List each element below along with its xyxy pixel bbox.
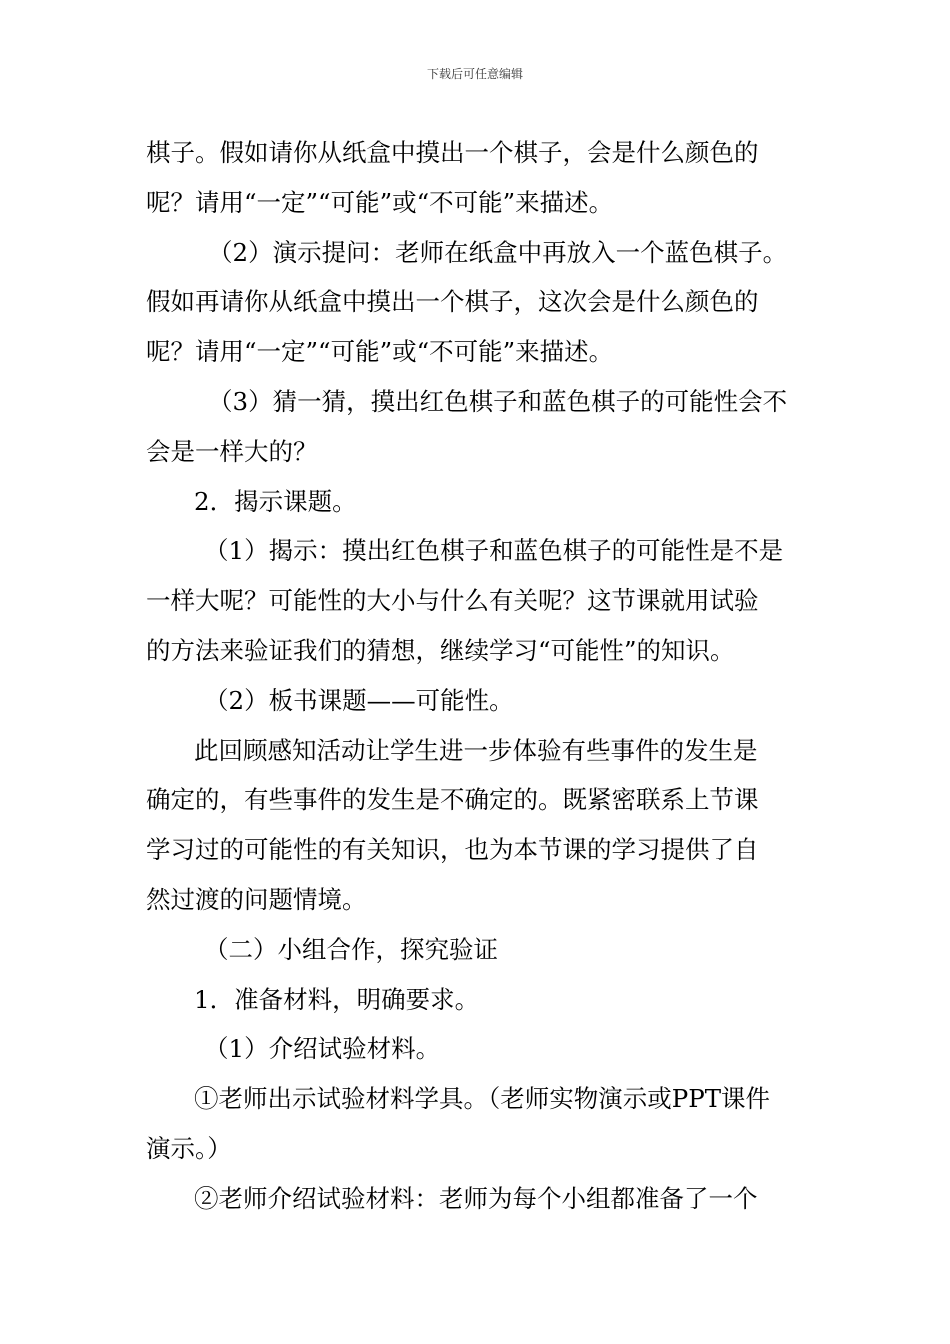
text-line: 确定的，有些事件的发生是不确定的。既紧密联系上节课 <box>146 785 759 815</box>
text-line: （1）介绍试验材料。 <box>204 1034 441 1064</box>
text-line: 一样大呢？可能性的大小与什么有关呢？这节课就用试验 <box>146 586 759 616</box>
text-line: （1）揭示：摸出红色棋子和蓝色棋子的可能性是不是 <box>204 536 784 566</box>
text-line: （2）演示提问：老师在纸盒中再放入一个蓝色棋子。 <box>208 237 788 267</box>
text-line: 假如再请你从纸盒中摸出一个棋子，这次会是什么颜色的 <box>146 287 759 317</box>
text-line: 1．准备材料，明确要求。 <box>194 984 480 1014</box>
text-line: 此回顾感知活动让学生进一步体验有些事件的发生是 <box>194 735 758 765</box>
text-line: 然过渡的问题情境。 <box>146 884 367 914</box>
page-header: 下载后可任意编辑 <box>426 67 523 81</box>
text-line: 棋子。假如请你从纸盒中摸出一个棋子，会是什么颜色的 <box>146 138 759 167</box>
text-line: （3）猜一猜，摸出红色棋子和蓝色棋子的可能性会不 <box>208 386 788 416</box>
text-line: ①老师出示试验材料学具。（老师实物演示或PPT课件 <box>194 1084 771 1114</box>
text-line: 的方法来验证我们的猜想，继续学习“可能性”的知识。 <box>146 635 735 665</box>
text-line: 呢？请用“一定”“可能”或“不可能”来描述。 <box>146 337 614 367</box>
document-body <box>146 128 808 1224</box>
section-heading: （二）小组合作，探究验证 <box>204 934 498 964</box>
text-line: （2）板书课题——可能性。 <box>204 685 514 715</box>
text-line: 呢？请用“一定”“可能”或“不可能”来描述。 <box>146 187 614 217</box>
text-line: 学习过的可能性的有关知识，也为本节课的学习提供了自 <box>146 835 759 865</box>
text-line: 会是一样大的？ <box>146 436 318 466</box>
text-line: 2．揭示课题。 <box>194 486 357 516</box>
text-line: ②老师介绍试验材料：老师为每个小组都准备了一个 <box>194 1183 758 1213</box>
text-line: 演示。） <box>146 1133 232 1163</box>
